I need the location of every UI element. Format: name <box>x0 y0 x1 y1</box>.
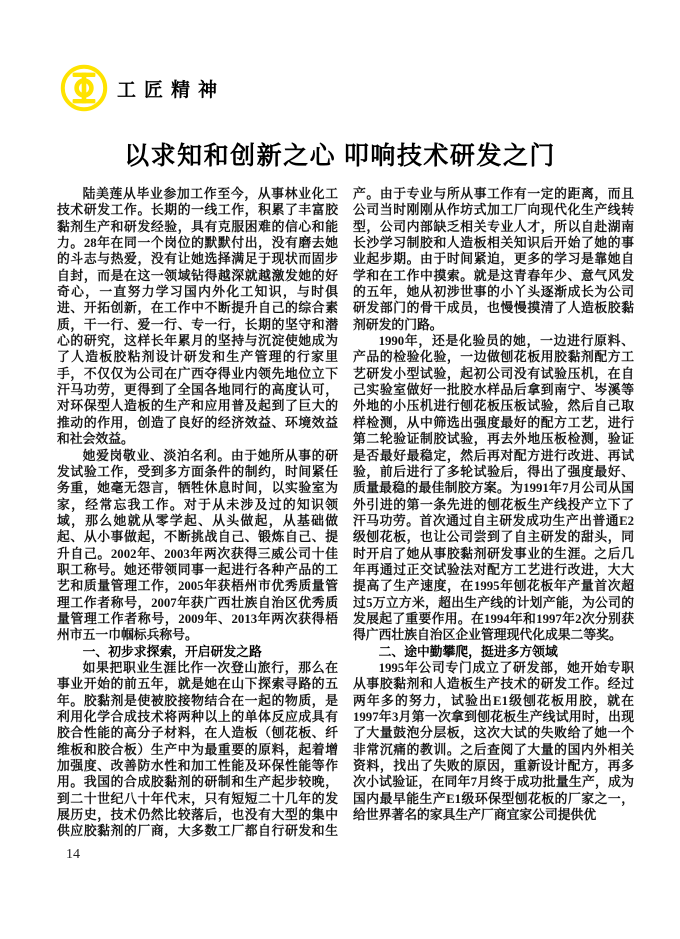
body-paragraph: 如果把职业生涯比作一次登山旅行，那么在事业开始的前五年，就是她在山下探索寻路的五年。胶黏剂是使被胶接物结合在一起的物质，是利用化学合成技术将两种以上的单体反应成具有胶合性能的高分子材料，在人造板（刨花板、纤维板和胶合板）生产中为最重要的原料，起着增加强度、改善防水性和加工性能及环保性能等作用。我国的合成胶黏剂的研制和生产起步较晚，到二十世纪八十年代末，只有短短二十几年的发展历史，技术仍然比较落后，也没有大型的集中供应胶黏剂的厂商，大多数工厂都自行研发和生产。由于专业与所从事工作有一定的距离，而且公司当时刚刚从作坊式加工厂向现代化生产线转型，公司内部缺乏相关专业人才，所以自赴湖南长沙学习制胶和人造板相关知识后开始了她的事业起步期。由于时间紧迫，更多的学习是靠她自学和在工作中摸索。就是这青春年少、意气风发的五年，她从初涉世事的小丫头逐渐成长为公司研发部门的骨干成员，也慢慢摸清了人造板胶黏剂研发的门路。 <box>57 187 634 839</box>
column-header <box>60 64 225 112</box>
page-number: 14 <box>66 847 80 862</box>
article-body <box>57 186 634 844</box>
body-paragraph: 她爱岗敬业、淡泊名利。由于她所从事的研发试验工作，受到多方面条件的制约，时间紧任务重，她毫无怨言，牺牲休息时间，以实验室为家，经常忘我工作。对于从未涉及过的知识领域，那么她就从零学起、从头做起，从基础做起、从小事做起，不断挑战自己、锻炼自己、提升自己。2002年、2003年两次获得三威公司十佳职工称号。她还带领同事一起进行各种产品的工艺和质量管理工作，2005年获梧州市优秀质量管理工作者称号，2007年获广西壮族自治区优秀质量管理工作者称号，2009年、2013年两次获得梧州市五一巾帼标兵称号。 <box>57 448 338 643</box>
trade-union-emblem-icon <box>60 64 108 112</box>
section-heading: 二、途中勤攀爬，挺进多方领域 <box>378 644 558 659</box>
column-brand-label: 工匠精神 <box>117 79 226 101</box>
body-paragraph: 1990年，还是化验员的她，一边进行原料、产品的检验化验，一边做刨花板用胶黏剂配方工艺研发小型试验，起初公司没有试验压机，在自己实验室做好一批胶水样品后拿到南宁、岑溪等外地的小压机进行刨花板压板试验，然后自己取样检测，从中筛选出强度最好的配方工艺，进行第二轮验证制胶试验，再去外地压板检测，验证是否最好最稳定，然后再对配方进行改进、再试验，前后进行了多轮试验后，得出了强度最好、质量最稳的最佳制胶方案。为1991年7月公司从国外引进的第一条先进的刨花板生产线投产立下了汗马功劳。首次通过自主研发成功生产出普通E2级刨花板，也让公司尝到了自主研发的甜头，同时开启了她从事胶黏剂研发事业的生涯。之后几年再通过正交试验法对配方工艺进行改进，大大提高了生产速度，在1995年刨花板年产量首次超过5万立方米，超出生产线的计划产能，为公司的发展起了重要作用。在1994年和1997年2次分别获得广西壮族自治区企业管理现代化成果二等奖。 <box>353 334 634 643</box>
section-heading: 一、初步求探索，开启研发之路 <box>82 644 262 659</box>
body-paragraph: 陆美莲从毕业参加工作至今，从事林业化工技术研发工作。长期的一线工作，积累了丰富胶黏剂生产和研发经验，具有克服困难的信心和能力。28年在同一个岗位的默默付出，没有磨去她的斗志与热爱，没有让她选择满足于现状而固步自封，而是在这一领域钻得越深就越激发她的好奇心，一直努力学习国内外化工知识，与时俱进、开拓创新，在工作中不断提升自己的综合素质，干一行、爱一行、专一行，长期的坚守和潜心的研究，这样长年累月的坚持与沉淀使她成为了人造板胶粘剂设计研发和生产管理的行家里手，不仅仅为公司在广西夺得业内领先地位立下汗马功劳，更得到了全国各地同行的高度认可，对环保型人造板的生产和应用普及起到了巨大的推动的作用，创造了良好的经济效益、环境效益和社会效益。 <box>57 187 338 447</box>
article-title: 以求知和创新之心 叩响技术研发之门 <box>124 142 556 170</box>
body-paragraph: 1995年公司专门成立了研发部，她开始专职从事胶黏剂和人造板生产技术的研发工作。经过两年多的努力，试验出E1级刨花板用胶，就在1997年3月第一次拿到刨花板生产线试用时，出现了大量鼓泡分层板，这次大试的失败给了她一个非常沉痛的教训。之后查阅了大量的国内外相关资料，找出了失败的原因，重新设计配方，再多次小试验证，在同年7月终于成功批量生产，成为国内最早能生产E1级环保型刨花板的厂家之一，给世界著名的家具生产厂商宜家公司提供优 <box>353 660 634 823</box>
